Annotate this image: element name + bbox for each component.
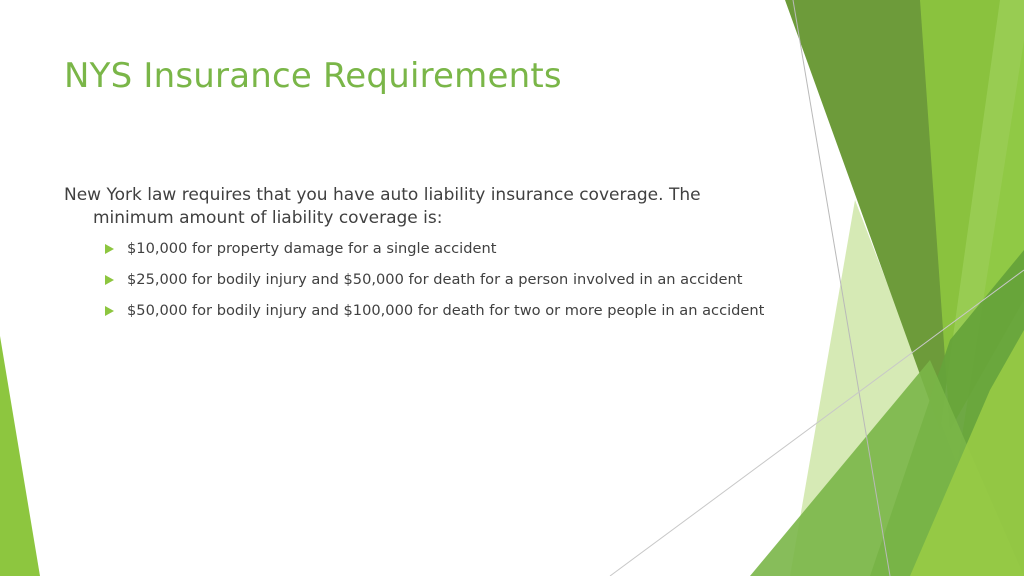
slide-body bbox=[64, 184, 784, 332]
triangle-bullet-icon bbox=[105, 275, 114, 285]
lead-paragraph: New York law requires that you have auto liability insurance coverage. The minimum amount of liability coverage is: bbox=[64, 185, 701, 228]
slide-title: NYS Insurance Requirements bbox=[64, 56, 562, 96]
list-item-text: $10,000 for property damage for a single accident bbox=[127, 240, 497, 257]
coverage-list bbox=[64, 239, 784, 321]
list-item-text: $50,000 for bodily injury and $100,000 for death for two or more people in an accident bbox=[127, 302, 765, 319]
list-item bbox=[93, 239, 784, 259]
list-item bbox=[93, 270, 784, 290]
triangle-bullet-icon bbox=[105, 306, 114, 316]
left-edge-shard bbox=[0, 336, 40, 576]
list-item-text: $25,000 for bodily injury and $50,000 for death for a person involved in an accident bbox=[127, 271, 743, 288]
list-item bbox=[93, 301, 784, 321]
triangle-bullet-icon bbox=[105, 244, 114, 254]
